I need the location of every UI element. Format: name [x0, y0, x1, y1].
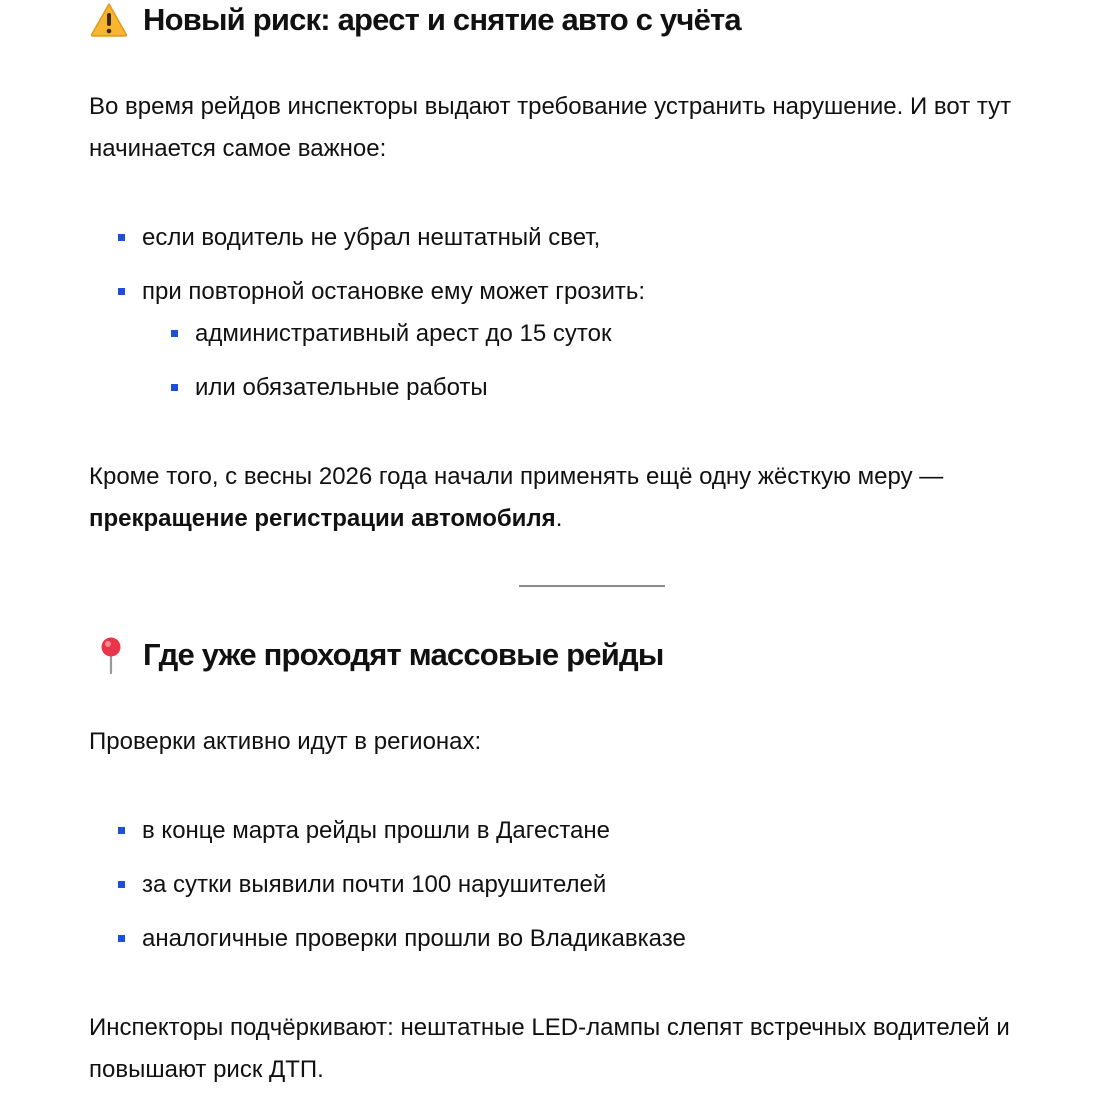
list-item-text: если водитель не убрал нештатный свет, [142, 224, 601, 251]
list-item-text: или обязательные работы [195, 374, 488, 401]
list-item [89, 864, 1079, 906]
bullet-marker [118, 234, 125, 241]
list-item-text: административный арест до 15 суток [195, 320, 612, 347]
paragraph-registration [89, 456, 1079, 540]
bullet-marker [171, 384, 178, 391]
list-item-text: аналогичные проверки прошли во Владикавказе [142, 925, 686, 952]
warning-icon [89, 0, 129, 40]
list-item [142, 313, 1079, 355]
section-heading-new-risk [89, 0, 1089, 40]
section-divider [519, 585, 665, 587]
section-title: Где уже проходят массовые рейды [143, 637, 664, 672]
paragraph-regions: Проверки активно идут в регионах: [89, 728, 482, 755]
paragraph-intro: Во время рейдов инспекторы выдают требование устранить нарушение. И вот тут начинается самое важное: [89, 93, 1012, 162]
bullet-marker [118, 827, 125, 834]
bold-emphasis: прекращение регистрации автомобиля [89, 505, 556, 532]
list-item-text: при повторной остановке ему может грозить: [142, 278, 646, 305]
nested-list [142, 313, 1079, 409]
bullet-marker [118, 288, 125, 295]
bullet-marker [171, 330, 178, 337]
bullet-marker [118, 881, 125, 888]
section-heading-raids [89, 635, 1089, 675]
list-item [89, 271, 1079, 409]
paragraph-text: Кроме того, с весны 2026 года начали применять ещё одну жёсткую меру — [89, 463, 944, 490]
paragraph-inspectors: Инспекторы подчёркивают: нештатные LED-лампы слепят встречных водителей и повышают риск ДТП. [89, 1014, 1010, 1083]
list-item [89, 918, 1079, 960]
regions-list [89, 810, 1079, 960]
list-item [89, 810, 1079, 852]
section-title: Новый риск: арест и снятие авто с учёта [143, 2, 741, 37]
list-item [89, 217, 1079, 259]
list-item [142, 367, 1079, 409]
list-item-text: в конце марта рейды прошли в Дагестане [142, 817, 610, 844]
risk-list [89, 217, 1079, 409]
pushpin-icon [89, 635, 129, 675]
bullet-marker [118, 935, 125, 942]
paragraph-punctuation: . [555, 505, 563, 532]
list-item-text: за сутки выявили почти 100 нарушителей [142, 871, 607, 898]
